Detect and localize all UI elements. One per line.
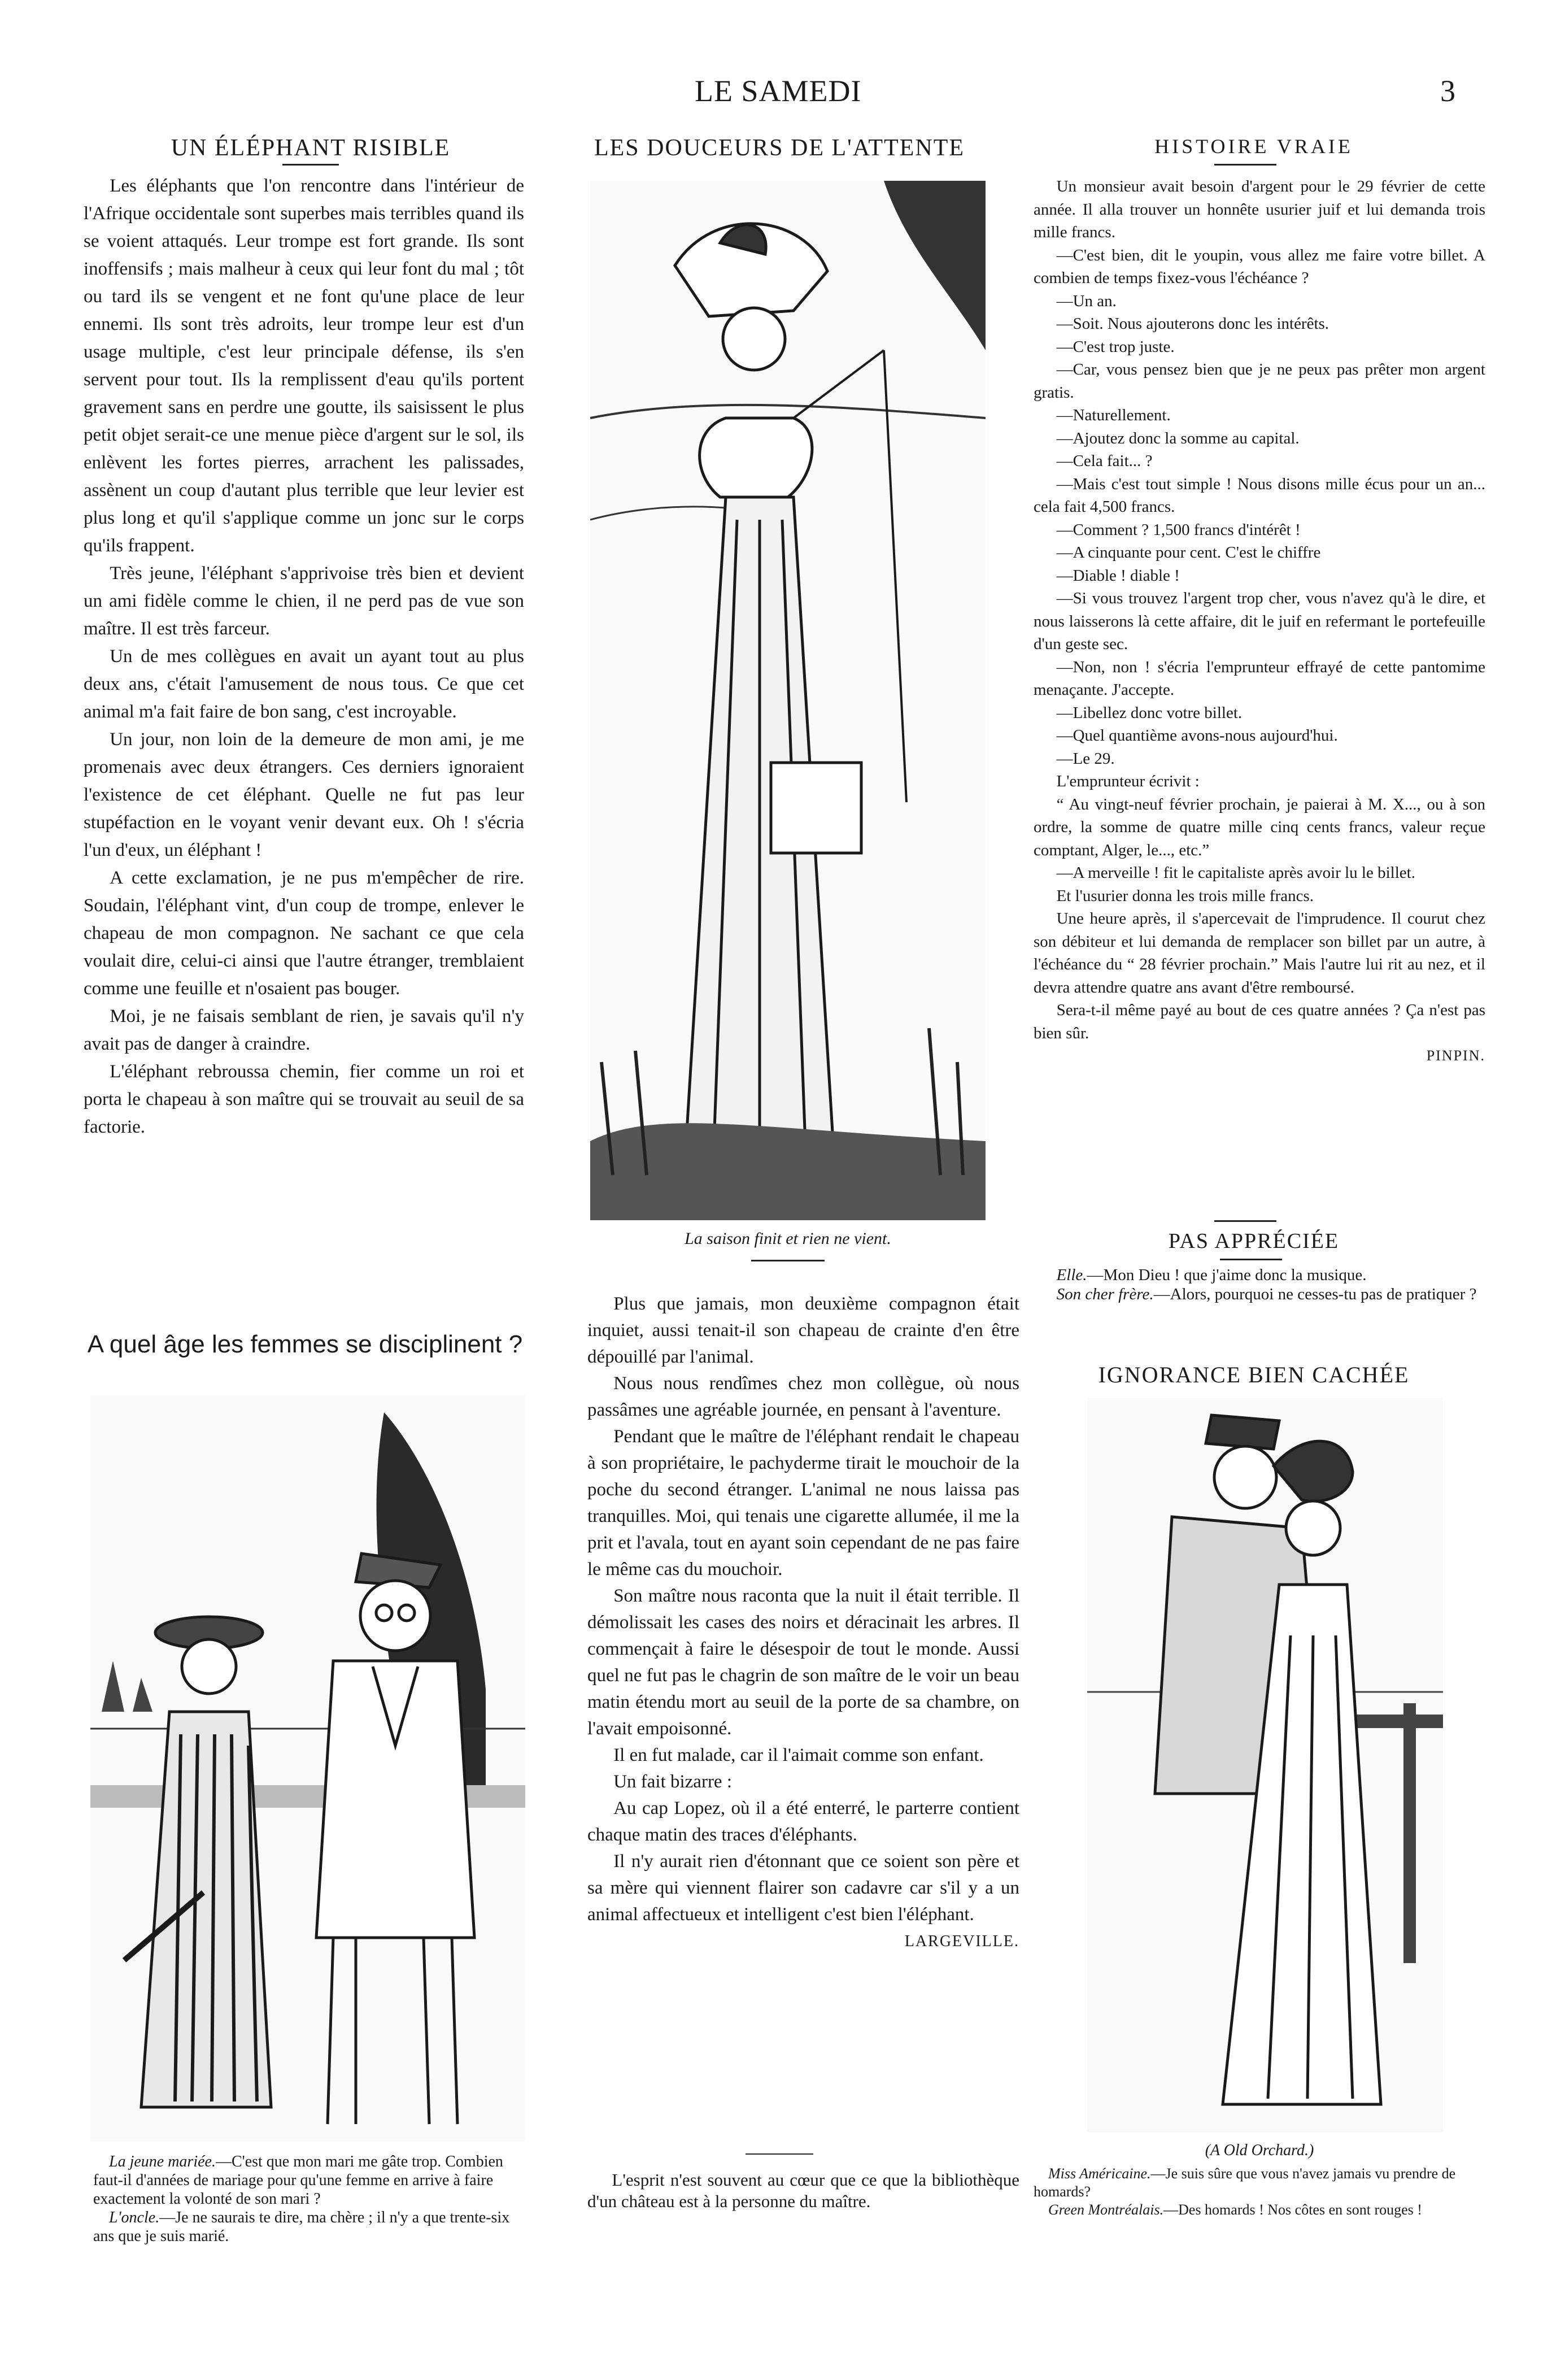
paragraph: —Naturellement. bbox=[1056, 406, 1171, 424]
dialogue-speaker: Son cher frère. bbox=[1056, 1285, 1154, 1303]
paragraph: Il en fut malade, car il l'aimait comme son enfant. bbox=[613, 1745, 984, 1765]
signature-largeville: LARGEVILLE. bbox=[904, 1933, 1019, 1950]
paragraph: —Libellez donc votre billet. bbox=[1056, 703, 1243, 722]
article-title-elephant: UN ÉLÉPHANT RISIBLE bbox=[171, 135, 451, 161]
title-rule bbox=[1220, 1259, 1282, 1260]
illustration-couple-promenade bbox=[90, 1395, 525, 2141]
page-header-title: LE SAMEDI bbox=[695, 74, 862, 108]
paragraph: “ Au vingt-neuf février prochain, je paierai à M. X..., ou à son ordre, la somme de quatre mille cinq cents francs, valeur reçue comptant, Alger, le..., etc.” bbox=[1034, 795, 1485, 859]
signature-pinpin: PINPIN. bbox=[1426, 1047, 1485, 1064]
caption-speaker: L'oncle. bbox=[109, 2209, 160, 2226]
divider bbox=[746, 2153, 813, 2155]
paragraph: A cette exclamation, je ne pus m'empêcher de rire. Soudain, l'éléphant vint, d'un coup de trompe, enlever le chapeau de mon compagnon. Ne sachant ce que cela voulait dire, celui-ci ainsi que l'autre étranger, tremblaient comme une feuille et n'osaient pas bouger. bbox=[84, 868, 524, 999]
paragraph: —C'est bien, dit le youpin, vous allez me faire votre billet. A combien de temps fixez-vous l'échéance ? bbox=[1034, 246, 1485, 287]
caption-credit: (A Old Orchard.) bbox=[1205, 2142, 1314, 2159]
paragraph: Un jour, non loin de la demeure de mon ami, je me promenais avec deux étrangers. Ces derniers ignoraient l'existence de cet éléphant. Quelle ne fut pas leur stupéfaction en le voyant venir devant eux. Oh ! s'écria l'un d'eux, un éléphant ! bbox=[84, 729, 524, 860]
paragraph: Très jeune, l'éléphant s'apprivoise très bien et devient un ami fidèle comme le chien, il ne perd pas de vue son maître. Il est très farceur. bbox=[84, 563, 524, 639]
paragraph: Et l'usurier donna les trois mille francs. bbox=[1056, 886, 1314, 905]
paragraph: L'emprunteur écrivit : bbox=[1056, 772, 1200, 790]
illustration-couple-fence bbox=[1087, 1398, 1443, 2133]
paragraph: —Comment ? 1,500 francs d'intérêt ! bbox=[1056, 520, 1301, 539]
title-rule bbox=[282, 164, 339, 166]
paragraph: —Quel quantième avons-nous aujourd'hui. bbox=[1056, 726, 1338, 745]
paragraph: —Cela fait... ? bbox=[1056, 452, 1153, 470]
paragraph: Les éléphants que l'on rencontre dans l'intérieur de l'Afrique occidentale sont superbes mais terribles quand ils se voient attaqués. Leur trompe est fort grande. Ils sont inoffensifs ; mais malheur à ceux qui leur font du mal ; tôt ou tard ils se vengent et ne font qu'une place de leur ennemi. Ils sont très adroits, leur trompe leur est d'un usage multiple, c'est leur principale défense, ils s'en servent pour tout. Ils la remplissent d'eau qu'ils portent gravement sans en perdre une goutte, ils saisissent le plus petit objet serait-ce une menue pièce d'argent sur le sol, ils enlèvent les fortes pierres, arrachent les palissades, assènent un coup d'autant plus terrible que leur levier est plus long et qu'il s'applique comme un jonc sur le corps qu'ils frappent. bbox=[84, 176, 524, 556]
paragraph: —Diable ! diable ! bbox=[1056, 566, 1180, 585]
paragraph: Un de mes collègues en avait un ayant tout au plus deux ans, c'était l'amusement de nous tous. Ce que cet animal m'a fait faire de bon sang, c'est incroyable. bbox=[84, 646, 524, 722]
paragraph: —A cinquante pour cent. C'est le chiffre bbox=[1056, 543, 1321, 562]
paragraph: —Ajoutez donc la somme au capital. bbox=[1056, 429, 1300, 447]
caption-speaker: Green Montréalais. bbox=[1048, 2201, 1164, 2218]
article-body-elephant-continued bbox=[587, 1291, 1019, 1955]
dialogue-pas-appreciee bbox=[1034, 1265, 1485, 1304]
paragraph: Il n'y aurait rien d'étonnant que ce soient son père et sa mère qui viennent flairer son cadavre car s'il y a un animal affectueux et intelligent c'est bien l'éléphant. bbox=[587, 1851, 1019, 1925]
caption-text: —Je ne saurais te dire, ma chère ; il n'y a que trente-six ans que je suis marié. bbox=[93, 2209, 510, 2245]
article-title-histoire: HISTOIRE VRAIE bbox=[1154, 135, 1353, 158]
paragraph: Au cap Lopez, où il a été enterré, le parterre contient chaque matin des traces d'éléphants. bbox=[587, 1798, 1019, 1845]
paragraph: Son maître nous raconta que la nuit il était terrible. Il démolissait les cases des noirs et déracinait les arbres. Il commençait à faire le désespoir de tout le monde. Aussi quel ne fut pas le chagrin de son maître de le voir un beau matin étendu mort au seuil de la porte de sa chambre, on l'avait empoisonné. bbox=[587, 1586, 1019, 1739]
article-title-discipline: A quel âge les femmes se disciplinent ? bbox=[87, 1330, 523, 1358]
paragraph: —Car, vous pensez bien que je ne peux pas prêter mon argent gratis. bbox=[1034, 360, 1485, 402]
paragraph: —C'est trop juste. bbox=[1056, 337, 1175, 356]
paragraph: Sera-t-il même payé au bout de ces quatre années ? Ça n'est pas bien sûr. bbox=[1034, 1001, 1485, 1042]
dialogue-speaker: Elle. bbox=[1056, 1266, 1087, 1284]
paragraph: —Le 29. bbox=[1056, 749, 1115, 768]
paragraph: Moi, je ne faisais semblant de rien, je savais qu'il n'y avait pas de danger à craindre. bbox=[84, 1006, 524, 1054]
caption-text: —Des homards ! Nos côtes en sont rouges ! bbox=[1163, 2201, 1422, 2218]
paragraph: —Non, non ! s'écria l'emprunteur effrayé de cette pantomime menaçante. J'accepte. bbox=[1034, 658, 1485, 699]
maxim-text: L'esprit n'est souvent au cœur que ce que la bibliothèque d'un château est à la personne du maître. bbox=[587, 2170, 1019, 2211]
caption-discipline bbox=[93, 2152, 528, 2246]
caption-ignorance bbox=[1034, 2165, 1485, 2219]
paragraph: Plus que jamais, mon deuxième compagnon était inquiet, aussi tenait-il son chapeau de crainte d'en être dépouillé par l'animal. bbox=[587, 1294, 1019, 1367]
article-body-elephant bbox=[84, 172, 524, 1141]
paragraph: L'éléphant rebroussa chemin, fier comme un roi et porta le chapeau à son maître qui se trouvait au seuil de sa factorie. bbox=[84, 1061, 524, 1137]
maxim-esprit bbox=[587, 2169, 1019, 2212]
caption-speaker: Miss Américaine. bbox=[1048, 2165, 1151, 2182]
paragraph: —Mais c'est tout simple ! Nous disons mille écus pour un an... cela fait 4,500 francs. bbox=[1034, 475, 1485, 516]
paragraph: Nous nous rendîmes chez mon collègue, où nous passâmes une agréable journée, en pensant à l'aventure. bbox=[587, 1373, 1019, 1420]
divider bbox=[1214, 1220, 1276, 1222]
caption-text: —Je suis sûre que vous n'avez jamais vu prendre de homards? bbox=[1034, 2165, 1456, 2200]
paragraph: Un monsieur avait besoin d'argent pour le 29 février de cette année. Il alla trouver un honnête usurier juif et lui demanda trois mille francs. bbox=[1034, 177, 1485, 241]
paragraph: Une heure après, il s'apercevait de l'imprudence. Il courut chez son débiteur et lui demanda de remplacer son billet par un autre, à l'échéance du “ 28 février prochain.” Mais l'autre lui rit au nez, et il devra attendre quatre ans avant d'être remboursé. bbox=[1034, 910, 1485, 997]
title-rule bbox=[1214, 164, 1276, 166]
caption-text: —C'est que mon mari me gâte trop. Combien faut-il d'années de mariage pour qu'une femme en arrive à faire exactement la volonté de son mari ? bbox=[93, 2153, 503, 2208]
caption-attente: La saison finit et rien ne vient. bbox=[685, 1229, 891, 1248]
article-title-pas-appreciee: PAS APPRÉCIÉE bbox=[1168, 1229, 1340, 1253]
article-body-histoire bbox=[1034, 175, 1485, 1068]
paragraph: Un fait bizarre : bbox=[613, 1772, 732, 1792]
paragraph: —Si vous trouvez l'argent trop cher, vous n'avez qu'à le dire, et nous laisserons là cette affaire, dit le juif en refermant le portefeuille d'un geste sec. bbox=[1034, 589, 1485, 653]
illustration-woman-seaside bbox=[590, 181, 986, 1220]
paragraph: —Soit. Nous ajouterons donc les intérêts. bbox=[1056, 315, 1329, 333]
caption-speaker: La jeune mariée. bbox=[109, 2153, 216, 2170]
paragraph: —A merveille ! fit le capitaliste après avoir lu le billet. bbox=[1056, 864, 1415, 882]
dialogue-text: —Alors, pourquoi ne cesses-tu pas de pratiquer ? bbox=[1153, 1285, 1477, 1303]
divider bbox=[751, 1260, 825, 1261]
page-number: 3 bbox=[1440, 74, 1456, 108]
article-title-attente: LES DOUCEURS DE L'ATTENTE bbox=[594, 135, 965, 161]
paragraph: Pendant que le maître de l'éléphant rendait le chapeau à son propriétaire, le pachyderme tirait le mouchoir de la poche du second étranger. L'animal ne nous laissa pas tranquilles. Moi, qui tenais une cigarette allumée, il me la prit et l'avala, tout en ayant soin cependant de ne pas faire le même cas du mouchoir. bbox=[587, 1426, 1019, 1580]
dialogue-text: —Mon Dieu ! que j'aime donc la musique. bbox=[1087, 1266, 1367, 1284]
article-title-ignorance: IGNORANCE BIEN CACHÉE bbox=[1098, 1362, 1410, 1387]
paragraph: —Un an. bbox=[1056, 291, 1117, 310]
